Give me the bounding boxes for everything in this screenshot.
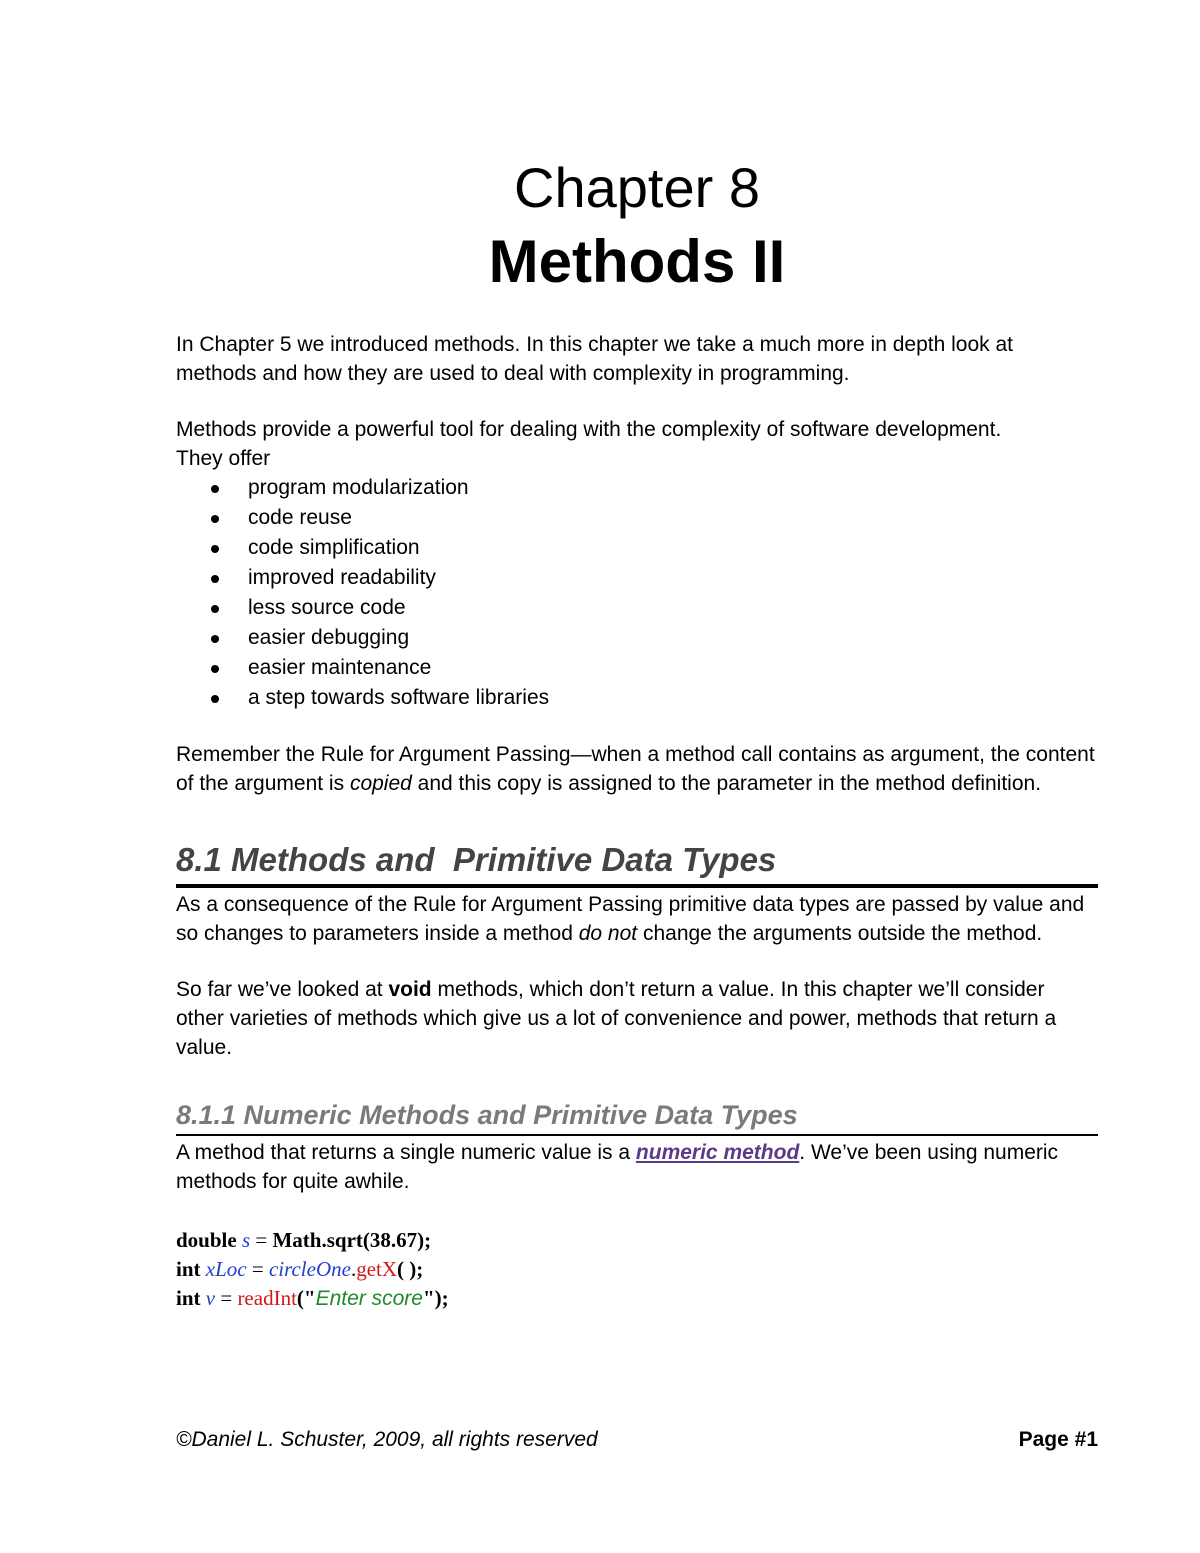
code-type: int (176, 1286, 201, 1310)
list-item: a step towards software libraries (176, 683, 1098, 713)
chapter-number: Chapter 8 (514, 156, 760, 219)
code-variable: xLoc (205, 1257, 247, 1281)
code-operator: = (246, 1257, 269, 1281)
section-text: So far we’ve looked at (176, 978, 389, 1001)
rule-text-after: and this copy is assigned to the parameter in the method definition. (411, 772, 1042, 795)
void-keyword: void (388, 978, 432, 1001)
numeric-method-term-link[interactable]: numeric method (635, 1141, 800, 1164)
page-number: Page #1 (1018, 1428, 1098, 1451)
section-8-1-paragraph-1 (176, 890, 1098, 948)
code-expression: Math.sqrt(38.67); (272, 1228, 432, 1252)
benefits-intro-line1: Methods provide a powerful tool for dealing with the complexity of software development. (176, 418, 1002, 441)
code-line-3 (176, 1284, 1098, 1313)
page-content (176, 152, 1098, 1313)
list-item: easier debugging (176, 623, 1098, 653)
section-emphasis: do not (578, 922, 638, 945)
code-type: double (176, 1228, 237, 1252)
code-example (176, 1226, 1098, 1313)
code-paren-open: (" (296, 1286, 316, 1310)
code-variable: v (205, 1286, 216, 1310)
code-object: circleOne (268, 1257, 351, 1281)
section-text: methods, which don’t return a value. In this chapter we’ll consider other varieties of methods which give us a lot of convenience and power, methods that return a value. (176, 978, 1057, 1059)
section-text: As a consequence of the Rule for Argument Passing primitive data types are passed by value and so changes to parameters inside a method (176, 893, 1085, 945)
list-item: program modularization (176, 473, 1098, 503)
list-item: improved readability (176, 563, 1098, 593)
code-type: int (176, 1257, 201, 1281)
list-item: code simplification (176, 533, 1098, 563)
section-text: change the arguments outside the method. (637, 922, 1043, 945)
code-expression: ( ); (397, 1257, 424, 1281)
code-line-1 (176, 1226, 1098, 1255)
code-method: getX (356, 1257, 398, 1281)
intro-paragraph: In Chapter 5 we introduced methods. In this chapter we take a much more in depth look at methods and how they are used to deal with complexity in programming. (176, 333, 1013, 385)
list-item: code reuse (176, 503, 1098, 533)
list-item: less source code (176, 593, 1098, 623)
section-8-1-paragraph-2 (176, 975, 1098, 1062)
rule-text-before: Remember the Rule for Argument Passing—when a method call contains as argument, the content of the argument is (176, 743, 1095, 795)
methods-benefits-intro (176, 415, 1098, 473)
benefits-list (176, 473, 1098, 713)
section-text: . We’ve been using numeric methods for quite awhile. (176, 1141, 1059, 1193)
code-string: Enter score (315, 1287, 423, 1310)
section-8-1-1-paragraph (176, 1138, 1098, 1196)
rule-paragraph (176, 740, 1098, 798)
code-dot: . (350, 1257, 357, 1281)
code-line-2 (176, 1255, 1098, 1284)
code-method: readInt (237, 1286, 297, 1310)
section-heading-8-1: 8.1 Methods and Primitive Data Types (176, 838, 1098, 888)
rule-emphasis: copied (349, 772, 412, 795)
code-variable: s (241, 1228, 251, 1252)
section-heading-8-1-1: 8.1.1 Numeric Methods and Primitive Data Types (176, 1098, 1098, 1136)
chapter-title: Methods II (488, 228, 786, 295)
section-text: A method that returns a single numeric value is a (176, 1141, 636, 1164)
code-paren-close: "); (422, 1286, 449, 1310)
code-operator: = (215, 1286, 238, 1310)
copyright-notice: ©Daniel L. Schuster, 2009, all rights reserved (176, 1428, 598, 1451)
code-operator: = (250, 1228, 273, 1252)
list-item: easier maintenance (176, 653, 1098, 683)
benefits-intro-line2: They offer (176, 447, 271, 470)
